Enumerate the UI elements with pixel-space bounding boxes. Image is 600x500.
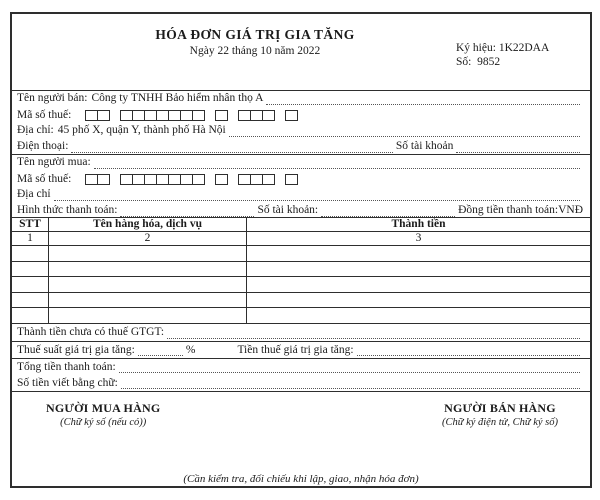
payment-method-label: Hình thức thanh toán: xyxy=(17,204,118,216)
tax-digit-box xyxy=(97,174,110,185)
amount-in-words-fill-line xyxy=(121,378,580,389)
cell-amount xyxy=(247,262,590,277)
serial-block xyxy=(456,41,549,69)
cell-amount xyxy=(247,246,590,261)
cell-stt xyxy=(12,308,49,323)
cell-goods xyxy=(49,262,247,277)
seller-address-row xyxy=(12,123,590,139)
buyer-section xyxy=(12,154,590,217)
header-stt: STT xyxy=(12,218,49,231)
cell-stt xyxy=(12,277,49,292)
tax-amount-fill-line xyxy=(357,345,580,356)
tax-box-group xyxy=(215,174,228,185)
cell-goods xyxy=(49,277,247,292)
cell-goods xyxy=(49,246,247,261)
seller-address-value: 45 phố X, quận Y, thành phố Hà Nội xyxy=(57,124,226,136)
cell-stt xyxy=(12,293,49,308)
buyer-account-fill-line xyxy=(321,206,455,217)
seller-account-fill-line xyxy=(456,142,580,153)
seller-address-label: Địa chỉ: xyxy=(17,124,54,136)
cell-goods xyxy=(49,308,247,323)
table-empty-row xyxy=(12,277,590,293)
buyer-account-label: Số tài khoản: xyxy=(257,204,319,216)
items-table xyxy=(12,217,590,323)
cell-stt xyxy=(12,262,49,277)
tax-rate-fill-line xyxy=(138,345,183,356)
seller-phone-row xyxy=(12,139,590,155)
tax-box-group xyxy=(238,110,275,121)
seller-signature-title: NGƯỜI BÁN HÀNG xyxy=(444,401,556,415)
totals-section xyxy=(12,323,590,392)
seller-name-fill-line xyxy=(266,94,580,105)
buyer-tax-row xyxy=(12,171,590,187)
currency-label: Đồng tiền thanh toán: xyxy=(458,204,559,216)
cell-stt xyxy=(12,246,49,261)
tax-digit-box xyxy=(285,110,298,121)
invoice-header xyxy=(12,14,590,90)
buyer-tax-label: Mã số thuế: xyxy=(17,172,72,185)
total-payment-fill-line xyxy=(119,362,580,373)
subtotal-label: Thành tiền chưa có thuế GTGT: xyxy=(17,326,165,338)
tax-digit-box xyxy=(192,110,205,121)
number-value: 9852 xyxy=(477,56,501,68)
invoice-title: HÓA ĐƠN GIÁ TRỊ GIA TĂNG xyxy=(155,27,355,42)
buyer-address-label: Địa chỉ xyxy=(17,188,51,200)
tax-box-group xyxy=(215,110,228,121)
column-number-row xyxy=(12,232,590,246)
tax-rate-label: Thuế suất giá trị gia tăng: xyxy=(17,344,135,356)
tax-digit-box xyxy=(215,174,228,185)
seller-account-label: Số tài khoản xyxy=(395,140,454,152)
seller-tax-label: Mã số thuế: xyxy=(17,108,72,121)
amount-in-words-label: Số tiền viết bằng chữ: xyxy=(17,377,118,389)
signature-row xyxy=(12,392,590,428)
tax-box-group xyxy=(238,174,275,185)
buyer-address-fill-line xyxy=(54,190,580,201)
footer-note: (Cần kiểm tra, đối chiếu khi lập, giao, nhận hóa đơn) xyxy=(183,473,419,485)
table-empty-row xyxy=(12,293,590,309)
buyer-signature-block xyxy=(46,401,160,428)
table-empty-row xyxy=(12,262,590,278)
payment-method-fill-line xyxy=(120,206,254,217)
seller-section xyxy=(12,90,590,154)
tax-rate-row xyxy=(12,342,590,359)
total-payment-row xyxy=(12,359,590,375)
buyer-address-row xyxy=(12,187,590,203)
seller-signature-note: (Chữ ký điện tử, Chữ ký số) xyxy=(441,417,558,428)
seller-name-row xyxy=(12,91,590,107)
header-amount: Thành tiền xyxy=(391,218,446,230)
tax-digit-box xyxy=(192,174,205,185)
column-number-1: 1 xyxy=(12,232,49,245)
cell-goods xyxy=(49,293,247,308)
seller-signature-block xyxy=(442,401,558,428)
seller-phone-fill-line xyxy=(71,142,392,153)
tax-box-group xyxy=(285,174,298,185)
subtotal-row xyxy=(12,324,590,342)
tax-digit-box xyxy=(97,110,110,121)
seller-name-value: Công ty TNHH Bảo hiểm nhân thọ A xyxy=(91,92,264,104)
serial-value: 1K22DAA xyxy=(498,42,550,54)
table-header-row xyxy=(12,218,590,232)
percent-sign: % xyxy=(185,344,196,356)
serial-line xyxy=(456,41,549,55)
buyer-tax-code-boxes xyxy=(85,174,308,185)
buyer-name-label: Tên người mua: xyxy=(17,156,91,168)
column-number-3: 3 xyxy=(415,232,422,244)
tax-box-group xyxy=(120,110,205,121)
cell-amount xyxy=(247,308,590,323)
tax-digit-box xyxy=(215,110,228,121)
header-goods: Tên hàng hóa, dịch vụ xyxy=(49,218,247,231)
cell-amount xyxy=(247,277,590,292)
tax-box-group xyxy=(85,110,110,121)
buyer-signature-title: NGƯỜI MUA HÀNG xyxy=(46,401,161,415)
table-empty-row xyxy=(12,308,590,323)
currency-value: VNĐ xyxy=(558,204,584,216)
total-payment-label: Tổng tiền thanh toán: xyxy=(17,361,116,373)
invoice-date: Ngày 22 tháng 10 năm 2022 xyxy=(189,45,321,57)
number-label: Số: xyxy=(456,56,472,68)
tax-amount-label: Tiền thuế giá trị gia tăng: xyxy=(237,344,354,356)
seller-tax-row xyxy=(12,107,590,123)
seller-name-label: Tên người bán: xyxy=(17,92,88,104)
seller-tax-code-boxes xyxy=(85,110,308,121)
subtotal-fill-line xyxy=(167,328,580,339)
tax-digit-box xyxy=(262,174,275,185)
seller-phone-label: Điện thoại: xyxy=(17,140,69,152)
buyer-name-row xyxy=(12,155,590,171)
amount-in-words-row xyxy=(12,375,590,391)
cell-amount xyxy=(247,293,590,308)
buyer-signature-note: (Chữ ký số (nếu có)) xyxy=(60,417,147,428)
tax-box-group xyxy=(285,110,298,121)
buyer-name-fill-line xyxy=(94,158,580,169)
tax-box-group xyxy=(85,174,110,185)
signature-section xyxy=(12,392,590,486)
seller-address-fill-line xyxy=(229,126,580,137)
column-number-2: 2 xyxy=(49,232,247,245)
tax-digit-box xyxy=(262,110,275,121)
tax-digit-box xyxy=(285,174,298,185)
tax-box-group xyxy=(120,174,205,185)
table-empty-row xyxy=(12,246,590,262)
number-line xyxy=(456,55,549,69)
serial-label: Ký hiệu: xyxy=(456,42,496,54)
invoice-form xyxy=(10,12,592,488)
